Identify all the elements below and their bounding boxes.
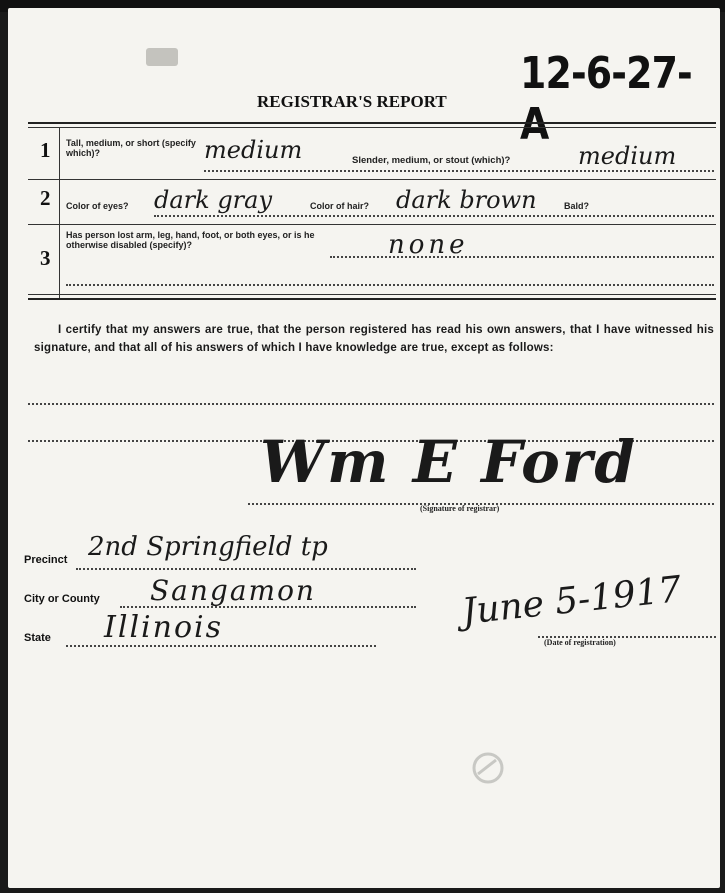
row2-answer-hair: dark brown [396,186,537,214]
row1-answer-height: medium [204,136,303,164]
top-rule [28,122,716,124]
table-bottom-rule [28,298,716,300]
row1-divider [28,179,716,180]
report-title: REGISTRAR'S REPORT [257,92,447,111]
row2-answer-line [154,215,714,217]
city-county-line [120,606,416,608]
certification-text: I certify that my answers are true, that the person registered has read his own answers, that I have witnessed his signature, and that all of his answers of which I have knowledge are true, except as follows: [34,324,714,354]
row3-answer-line-2 [66,284,714,286]
number-column-rule [59,128,60,298]
row2-question-eyes: Color of eyes? [66,201,129,211]
row1-answer-build: medium [578,142,677,170]
registrar-report-card [8,8,720,888]
row-number-1: 1 [40,138,51,162]
row2-divider [28,224,716,225]
row2-question-hair: Color of hair? [310,201,369,211]
row3-question: Has person lost arm, leg, hand, foot, or both eyes, or is he otherwise disabled (specify)? [66,230,315,250]
state-value: Illinois [104,610,224,645]
city-county-label: City or County [24,593,100,605]
row3-answer: none [388,230,469,260]
registration-date: June 5-1917 [460,568,684,633]
exception-line-1 [28,403,714,405]
row-number-2: 2 [40,186,51,210]
city-county-value: Sangamon [150,574,316,607]
faint-stamp-mark [468,748,508,788]
precinct-line [76,568,416,570]
row2-answer-eyes: dark gray [154,186,273,214]
signature-caption: (Signature of registrar) [420,504,500,513]
state-label: State [24,632,51,644]
precinct-label: Precinct [24,554,68,566]
row3-answer-line [330,256,714,258]
registrar-signature: Wm E Ford [260,428,637,496]
precinct-value: 2nd Springfield tp [88,532,328,562]
ink-smudge [146,48,178,66]
row-number-3: 3 [40,246,51,270]
state-line [66,645,376,647]
serial-number: 12-6-27-A [520,48,692,150]
date-caption: (Date of registration) [544,638,616,647]
row1-question-b: Slender, medium, or stout (which)? [352,155,511,166]
row1-question-a: Tall, medium, or short (specify which)? [66,138,196,158]
table-bottom-rule-thin [28,294,716,295]
row1-answer-line [204,170,714,172]
row2-question-bald: Bald? [564,201,590,211]
top-rule-thin [28,127,716,128]
